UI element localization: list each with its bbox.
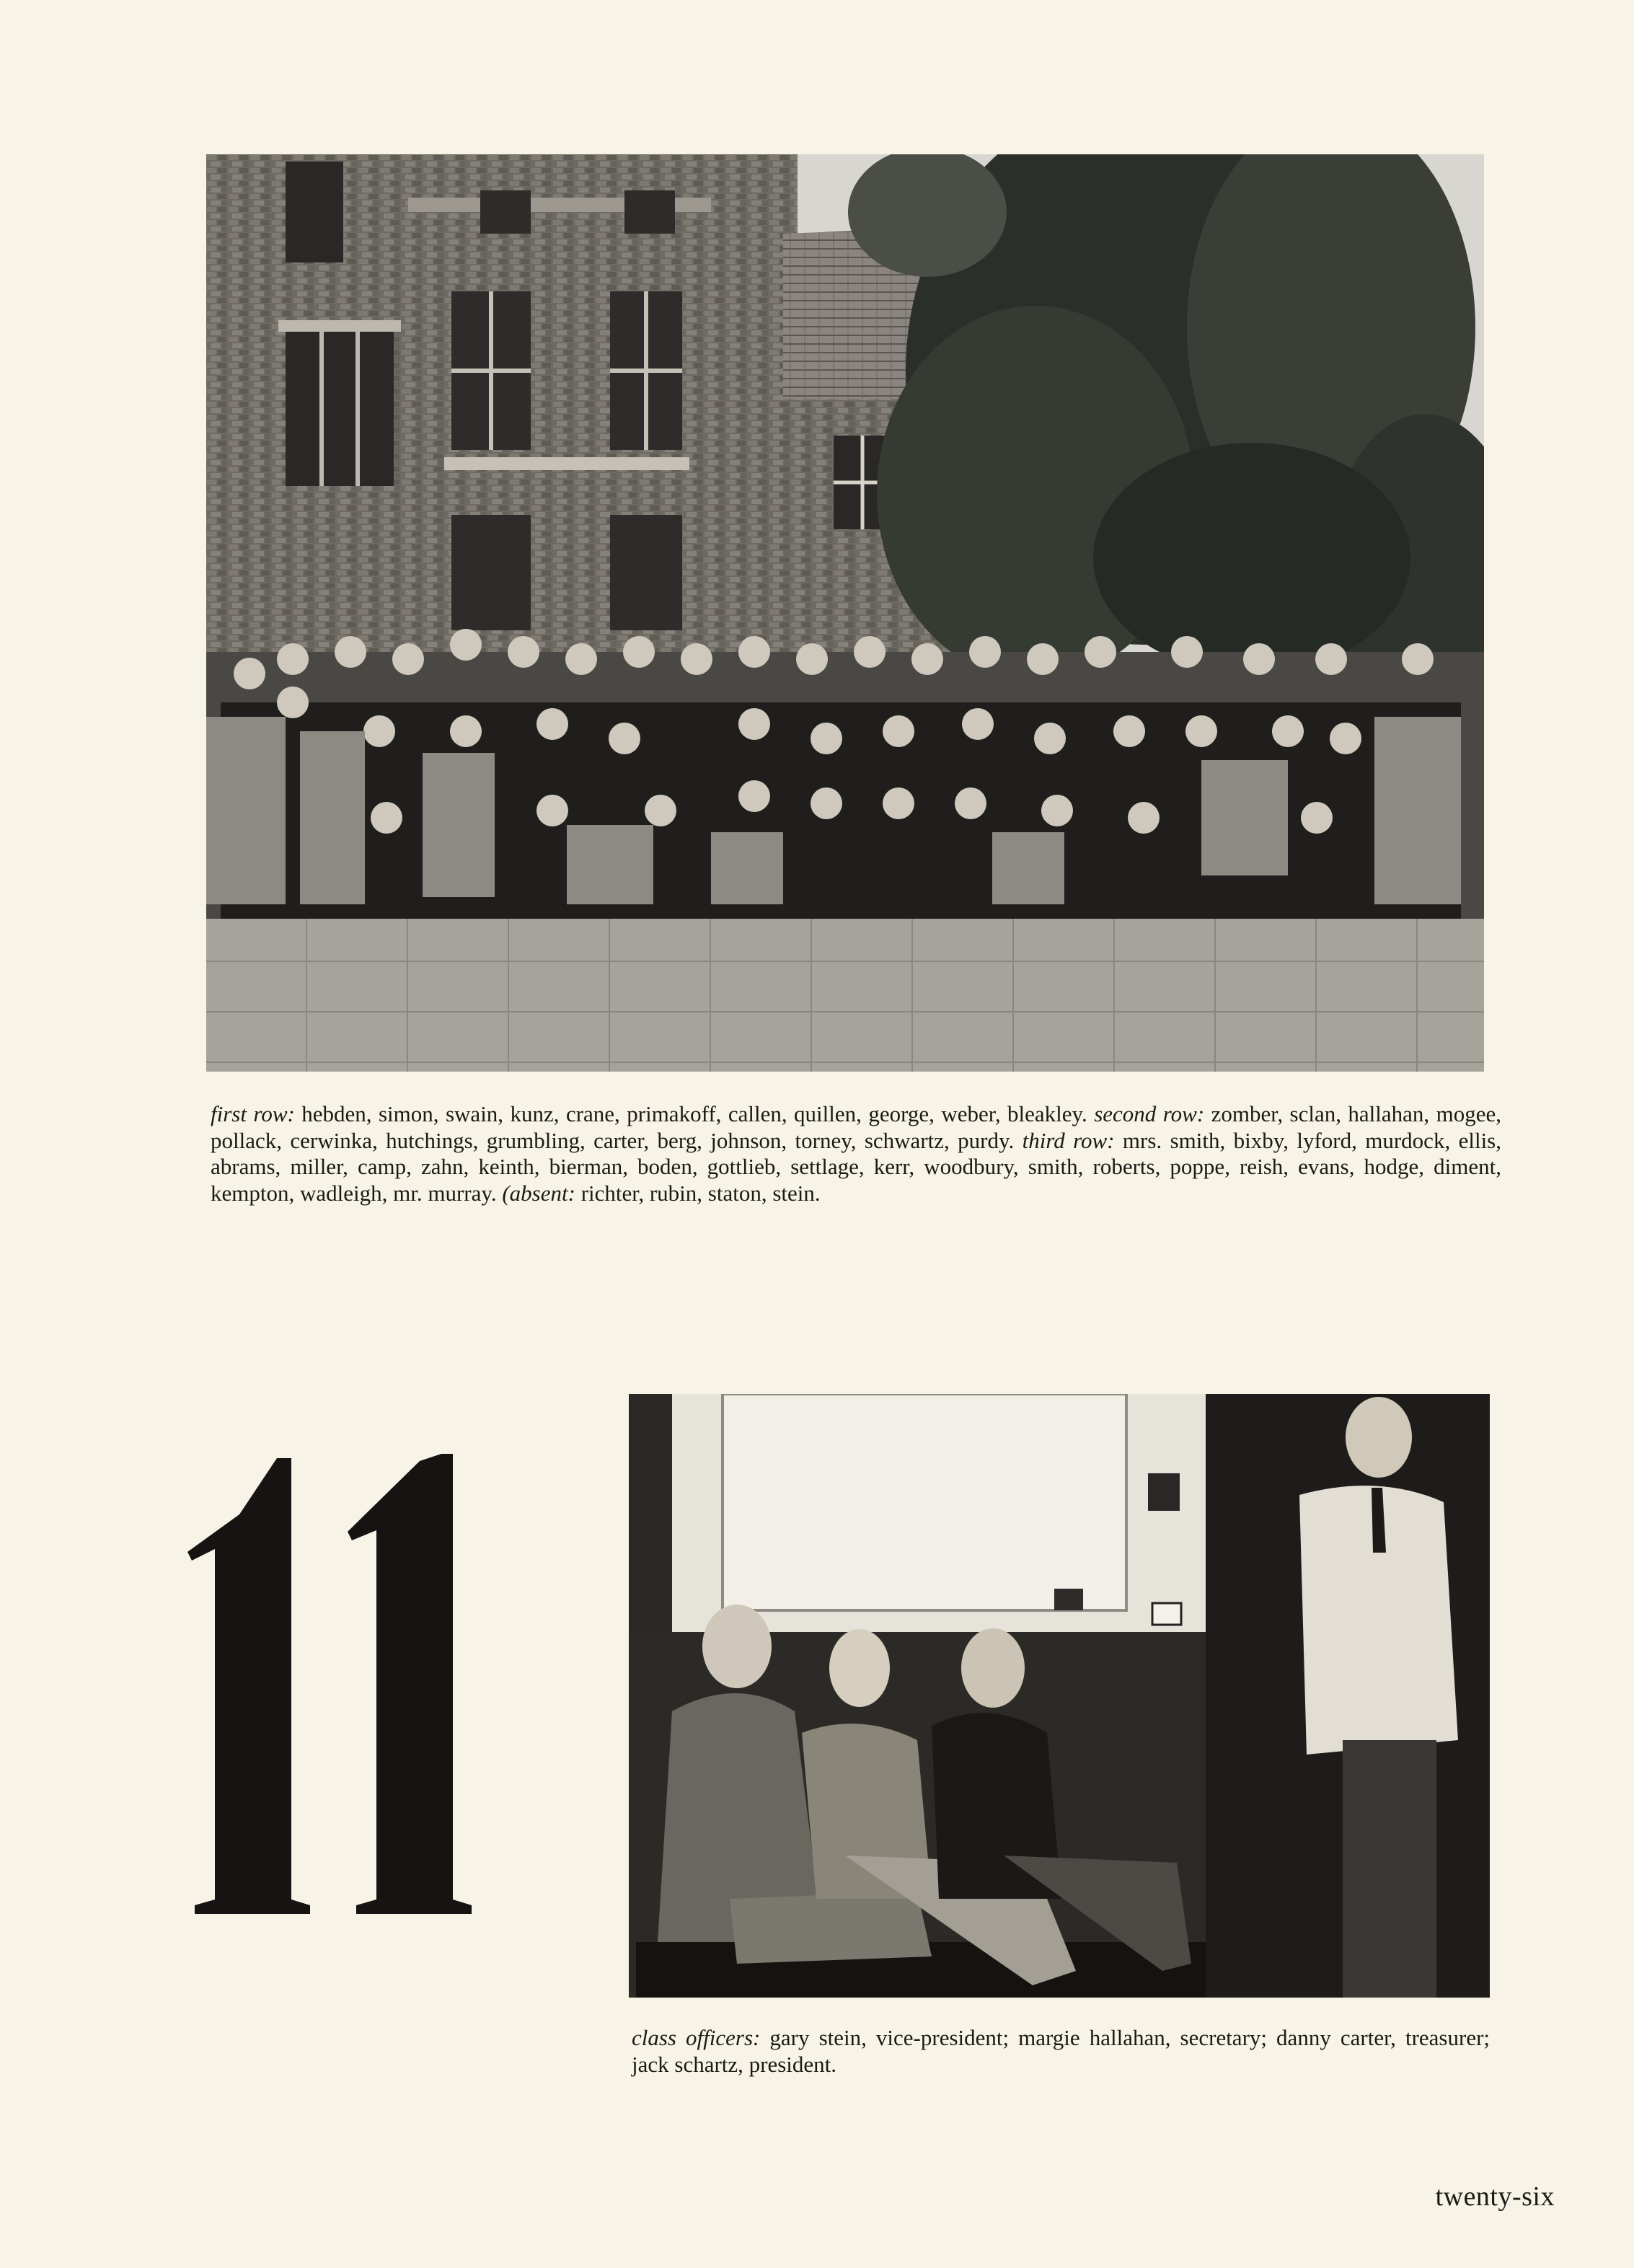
officers-names: gary stein, vice-president; margie hallahan, secretary; danny carter, treasurer; jack schartz, president. [632,2025,1491,2077]
class-officers-caption [632,2025,1490,2078]
absent-label: (absent: [502,1180,575,1206]
second-row-names: zomber, sclan, hallahan, mogee, pollack, cerwinka, hutchings, grumbling, carter, berg, johnson, torney, schwartz, purdy. [211,1101,1501,1153]
class-roster-caption [211,1101,1501,1206]
third-row-names: mrs. smith, bixby, lyford, murdock, ellis, abrams, miller, camp, zahn, keinth, bierman, boden, gottlieb, settlage, kerr, woodbury, smith, roberts, poppe, reish, evans, hodge, diment, kempton, wadleigh, mr. murray. [211,1127,1501,1206]
class-officers-photo [629,1394,1490,1998]
first-row-label: first row: [211,1101,295,1126]
third-row-label: third row: [1022,1127,1115,1153]
page-number: twenty-six [1435,2181,1555,2212]
class-number-heading [170,1421,487,1940]
absent-names: richter, rubin, staton, stein. [575,1180,821,1206]
first-row-names: hebden, simon, swain, kunz, crane, primakoff, callen, quillen, george, weber, bleakley. [294,1101,1095,1126]
class-officers-photo-image [629,1394,1490,1998]
class-group-photo [206,154,1484,1072]
second-row-label: second row: [1094,1101,1205,1126]
class-group-photo-image [206,154,1484,1072]
class-number-digits [187,1454,472,1914]
officers-label: class officers: [632,2025,761,2050]
